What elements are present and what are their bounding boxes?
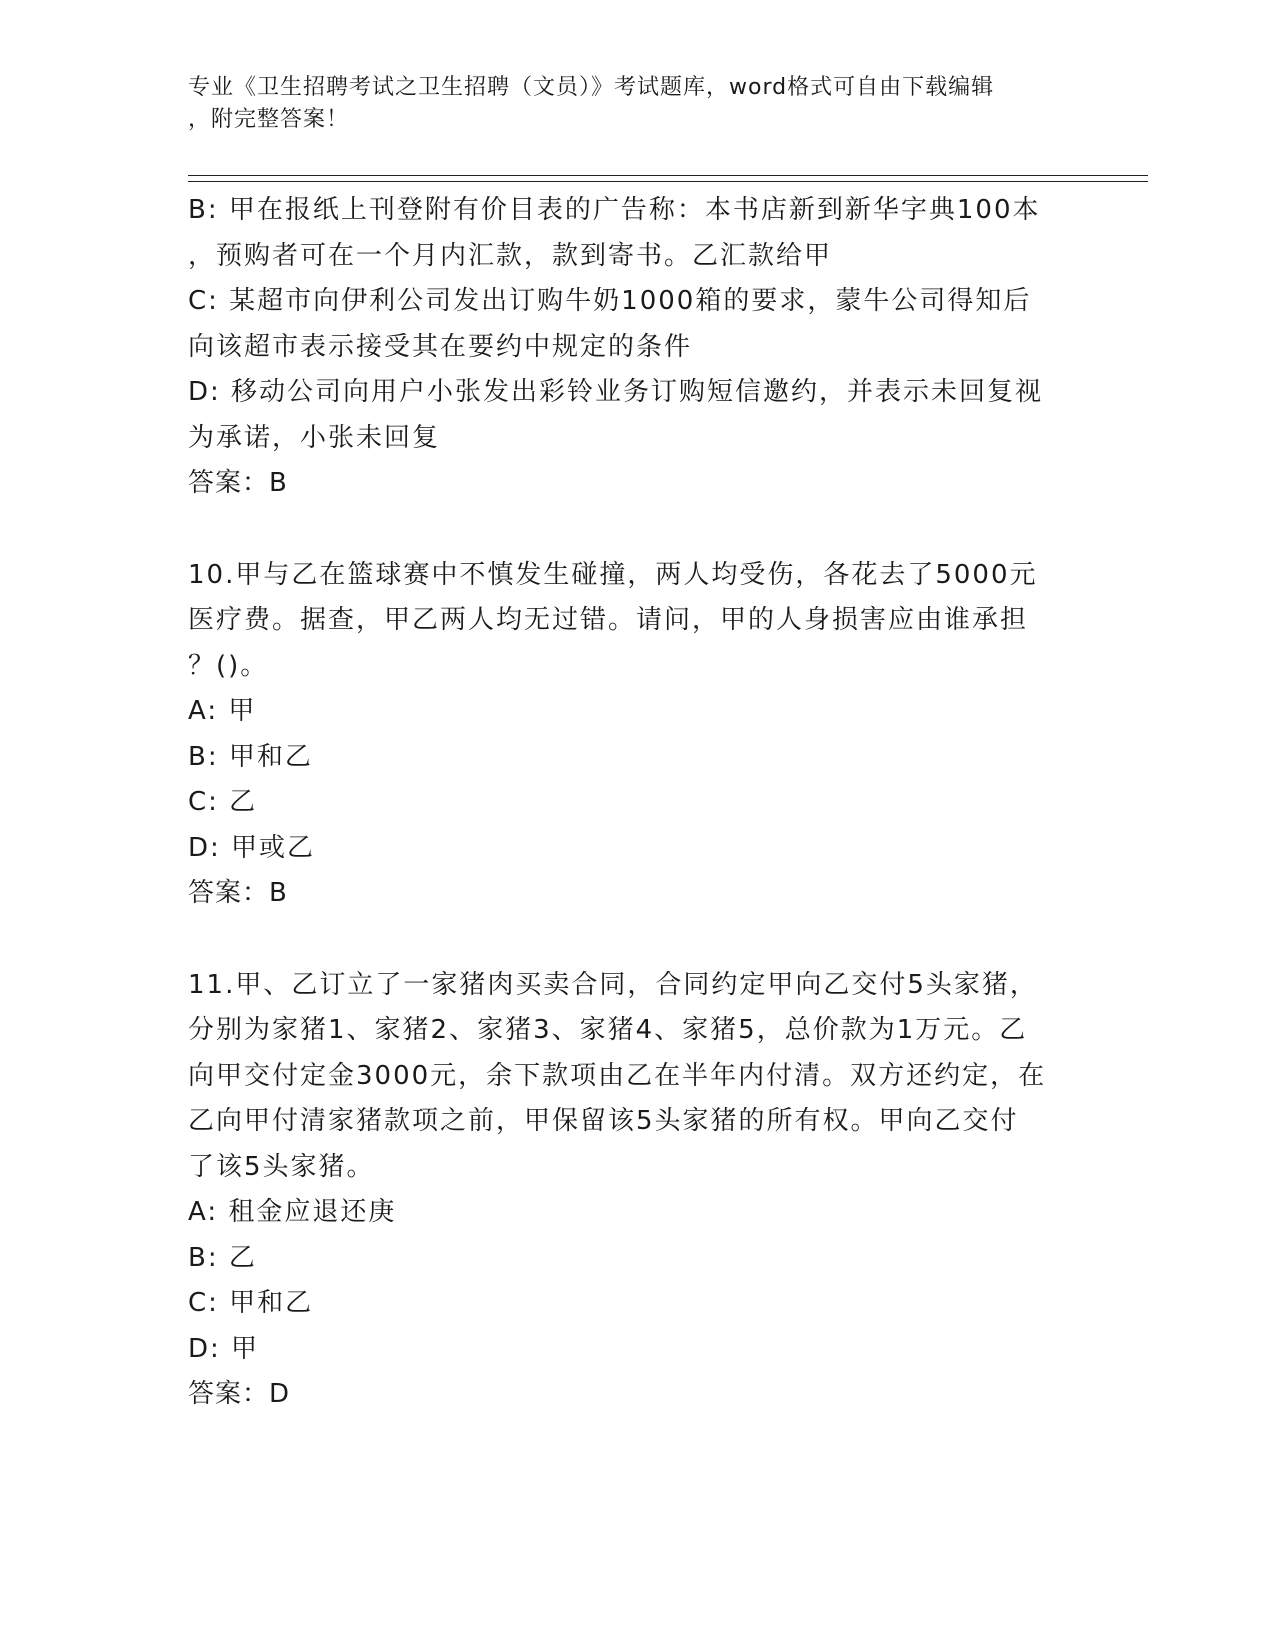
option-d: D: 甲或乙 [188, 832, 316, 863]
question-stem-line-2: 医疗费。据查，甲乙两人均无过错。请问，甲的人身损害应由谁承担 [188, 605, 1029, 635]
question-10 [188, 553, 1088, 917]
option-a: A: 租金应退还庚 [188, 1197, 397, 1227]
header-divider-bottom [188, 181, 1148, 182]
option-d: D: 甲 [188, 1333, 260, 1364]
question-stem-line-2: 分别为家猪1、家猪2、家猪3、家猪4、家猪5，总价款为1万元。乙 [188, 1015, 1028, 1045]
option-c: C: 甲和乙 [188, 1288, 314, 1318]
header-line-2: ，附完整答案！ [188, 107, 350, 132]
question-stem-line-4: 乙向甲付清家猪款项之前，甲保留该5头家猪的所有权。甲向乙交付 [188, 1106, 1019, 1136]
spacer [188, 917, 1088, 963]
spacer [188, 507, 1088, 553]
option-c: C: 乙 [188, 787, 258, 817]
option-b: B: 甲和乙 [188, 741, 313, 772]
document-header [188, 72, 1078, 136]
question-stem-line-3: ？()。 [188, 650, 269, 681]
question-stem-line-1: 10.甲与乙在篮球赛中不慎发生碰撞，两人均受伤，各花去了5000元 [188, 559, 1038, 590]
question-11 [188, 963, 1088, 1418]
document-body [188, 188, 1088, 1418]
option-d-line-2: 为承诺，小张未回复 [188, 422, 441, 453]
prev-question [188, 188, 1088, 507]
option-c-line-2: 向该超市表示接受其在要约中规定的条件 [188, 331, 693, 362]
question-stem-line-5: 了该5头家猪。 [188, 1151, 375, 1182]
answer: 答案：B [188, 878, 288, 908]
option-c-line-1: C: 某超市向伊利公司发出订购牛奶1000箱的要求，蒙牛公司得知后 [188, 286, 1032, 316]
header-divider-top [188, 175, 1148, 176]
option-a: A: 甲 [188, 696, 257, 726]
option-b-line-1: B: 甲在报纸上刊登附有价目表的广告称：本书店新到新华字典100本 [188, 195, 1041, 225]
header-line-1: 专业《卫生招聘考试之卫生招聘（文员）》考试题库，word格式可自由下载编辑 [188, 75, 995, 100]
question-stem-line-3: 向甲交付定金3000元，余下款项由乙在半年内付清。双方还约定，在 [188, 1060, 1047, 1091]
option-d-line-1: D: 移动公司向用户小张发出彩铃业务订购短信邀约，并表示未回复视 [188, 377, 1044, 407]
answer: 答案：B [188, 468, 288, 498]
answer: 答案：D [188, 1379, 291, 1409]
option-b: B: 乙 [188, 1242, 257, 1273]
question-stem-line-1: 11.甲、乙订立了一家猪肉买卖合同，合同约定甲向乙交付5头家猪， [188, 969, 1038, 1000]
option-b-line-2: ，预购者可在一个月内汇款，款到寄书。乙汇款给甲 [188, 240, 833, 271]
